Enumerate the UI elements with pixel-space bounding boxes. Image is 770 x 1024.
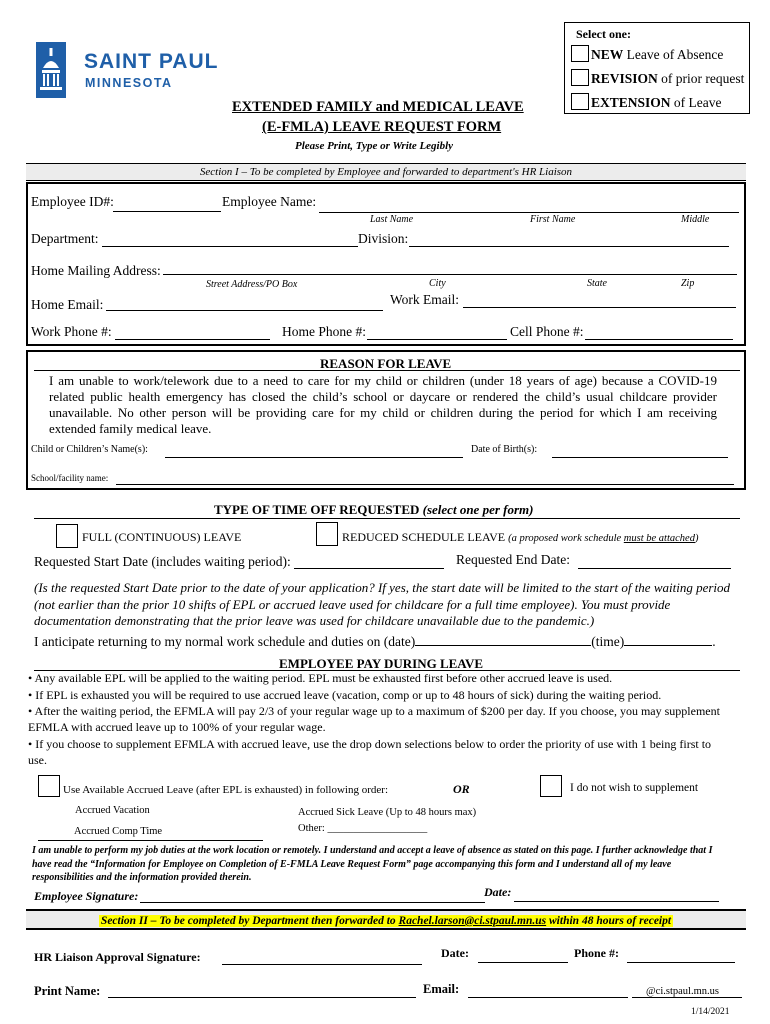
liaison-date-field[interactable] [478, 962, 568, 963]
employee-signature-label: Employee Signature: [34, 889, 139, 903]
logo-text-line2: MINNESOTA [85, 76, 173, 90]
school-label: School/facility name: [31, 473, 109, 483]
home-address-label: Home Mailing Address: [31, 263, 161, 278]
certification-text: I am unable to perform my job duties at the work location or remotely. I understand and accept a leave of absence as stated on this page. I further acknowledge that I have read the “Information for Employee on Completion of E-FMLA Leave Request Form” page accompanying this form and I understand all of my leave responsibilities and the information provided therein. [32, 845, 713, 883]
home-phone-field[interactable] [367, 339, 507, 340]
form-title-line2: (E-FMLA) LEAVE REQUEST FORM [262, 119, 502, 135]
division-field[interactable] [409, 246, 729, 247]
liaison-email-domain-rule [632, 997, 742, 998]
start-date-field[interactable] [294, 568, 444, 569]
revision-checkbox[interactable] [571, 69, 589, 86]
new-leave-checkbox[interactable] [571, 45, 589, 62]
select-one-title: Select one: [576, 27, 631, 41]
form-subtitle: Please Print, Type or Write Legibly [295, 140, 454, 152]
or-label: OR [453, 782, 470, 796]
use-accrued-checkbox[interactable] [38, 775, 60, 797]
reduced-leave-label: REDUCED SCHEDULE LEAVE (a proposed work schedule must be attached) [342, 530, 699, 544]
pay-bullet-4: • If you choose to supplement EFMLA with accrued leave, use the drop down selections below to order the priority of use with 1 being first to use. [28, 737, 712, 767]
department-field[interactable] [102, 246, 358, 247]
end-date-label: Requested End Date: [456, 552, 570, 567]
city-caption: City [429, 278, 446, 289]
reason-title: REASON FOR LEAVE [320, 356, 452, 371]
work-email-label: Work Email: [390, 292, 460, 307]
start-date-label: Requested Start Date (includes waiting period): [34, 554, 291, 569]
liaison-date-label: Date: [441, 946, 469, 960]
division-label: Division: [358, 231, 409, 246]
end-date-field[interactable] [578, 568, 731, 569]
accrued-comp-label[interactable]: Accrued Comp Time [74, 826, 163, 837]
print-name-label: Print Name: [34, 984, 101, 998]
employee-id-label: Employee ID#: [31, 194, 114, 209]
liaison-email-label: Email: [423, 982, 460, 996]
time-off-rule [34, 518, 740, 519]
middle-caption: Middle [681, 214, 710, 225]
signature-date-label: Date: [484, 885, 512, 899]
time-off-title: TYPE OF TIME OFF REQUESTED (select one per form) [214, 502, 534, 517]
liaison-phone-field[interactable] [627, 962, 735, 963]
pay-title: EMPLOYEE PAY DURING LEAVE [279, 656, 484, 671]
employee-signature-field[interactable] [140, 902, 485, 903]
accrued-vacation-label[interactable]: Accrued Vacation [75, 805, 150, 816]
cell-phone-label: Cell Phone #: [510, 324, 584, 339]
reason-text: I am unable to work/telework due to a need to care for my child or children (under 18 years of age) because a COVID-19 related public health emergency has closed the child’s school or daycare or rendered the child’s usual childcare provider unavailable. No other person will be providing care for my child or children during the period for which I am receiving extended family medical leave. [49, 373, 717, 436]
liaison-phone-label: Phone #: [574, 946, 619, 960]
first-name-caption: First Name [530, 214, 576, 225]
hr-approval-label: HR Liaison Approval Signature: [34, 950, 201, 964]
extension-label: EXTENSION of Leave [591, 95, 722, 110]
employee-name-label: Employee Name: [222, 194, 317, 209]
work-phone-label: Work Phone #: [31, 324, 112, 339]
start-date-note: (Is the requested Start Date prior to the date of your application? If yes, the start date will be limited to the start of the waiting period (not earlier than the prior 10 shifts of EPL or accrued leave used for childcare for a full time employee). You must provide documentation demonstrating that the prior leave was used for childcare unavailable due to the pandemic.) [34, 580, 731, 628]
full-leave-checkbox[interactable] [56, 524, 78, 548]
home-email-label: Home Email: [31, 297, 104, 312]
form-title-line1: EXTENDED FAMILY and MEDICAL LEAVE [232, 99, 524, 115]
zip-caption: Zip [681, 278, 695, 289]
no-supplement-label: I do not wish to supplement [570, 782, 699, 794]
employee-name-field[interactable] [319, 212, 739, 213]
department-label: Department: [31, 231, 99, 246]
school-field[interactable] [116, 484, 734, 485]
home-email-field[interactable] [106, 310, 383, 311]
accrued-sick-label[interactable]: Accrued Sick Leave (Up to 48 hours max) [298, 807, 477, 818]
last-name-caption: Last Name [370, 214, 414, 225]
form-revision-date: 1/14/2021 [691, 1007, 730, 1017]
liaison-email-domain: @ci.stpaul.mn.us [646, 986, 719, 997]
home-address-field[interactable] [163, 274, 737, 275]
section1-header: Section I – To be completed by Employee and forwarded to department's HR Liaison [26, 163, 746, 181]
cell-phone-field[interactable] [585, 339, 733, 340]
children-names-label: Child or Children’s Name(s): [31, 444, 148, 455]
extension-checkbox[interactable] [571, 93, 589, 110]
use-accrued-label: Use Available Accrued Leave (after EPL is exhausted) in following order: [63, 784, 388, 796]
capitol-dome-icon [36, 42, 66, 98]
children-names-field[interactable] [165, 457, 463, 458]
signature-date-field[interactable] [514, 901, 719, 902]
section2-email-link[interactable]: Rachel.larson@ci.stpaul.mn.us [398, 915, 547, 927]
pay-bullet-2: • If EPL is exhausted you will be required to use accrued leave (vacation, comp or up to 48 hours of sick) during the waiting period. [28, 688, 662, 702]
dob-field[interactable] [552, 457, 728, 458]
state-caption: State [587, 278, 607, 289]
employee-id-field[interactable] [113, 211, 221, 212]
reason-rule [34, 370, 740, 371]
pay-bullet-3: • After the waiting period, the EFMLA will pay 2/3 of your regular wage up to a maximum of $200 per day. If you choose, you may supplement EFMLA with accrued leave up to 100% of your regular wage. [28, 704, 720, 734]
work-email-field[interactable] [463, 307, 736, 308]
revision-label: REVISION of prior request [591, 71, 745, 86]
accrued-rule [38, 840, 263, 841]
section2-header: Section II – To be completed by Department then forwarded to Rachel.larson@ci.stpaul.mn.us within 48 hours of receipt [26, 909, 746, 930]
hr-approval-field[interactable] [222, 964, 422, 965]
street-caption: Street Address/PO Box [206, 279, 298, 290]
full-leave-label: FULL (CONTINUOUS) LEAVE [82, 530, 242, 544]
print-name-field[interactable] [108, 997, 416, 998]
logo-text-line1: SAINT PAUL [84, 50, 219, 73]
pay-bullet-1: • Any available EPL will be applied to the waiting period. EPL must be exhausted first before other accrued leave is used. [28, 671, 613, 685]
anticipate-label: I anticipate returning to my normal work schedule and duties on (date) (time) . [34, 634, 716, 649]
reduced-leave-checkbox[interactable] [316, 522, 338, 546]
liaison-email-field[interactable] [468, 997, 628, 998]
dob-label: Date of Birth(s): [471, 444, 538, 455]
new-leave-label: NEW Leave of Absence [591, 47, 724, 62]
work-phone-field[interactable] [115, 339, 270, 340]
other-field[interactable]: Other: ___________________ [298, 823, 428, 834]
home-phone-label: Home Phone #: [282, 324, 366, 339]
no-supplement-checkbox[interactable] [540, 775, 562, 797]
